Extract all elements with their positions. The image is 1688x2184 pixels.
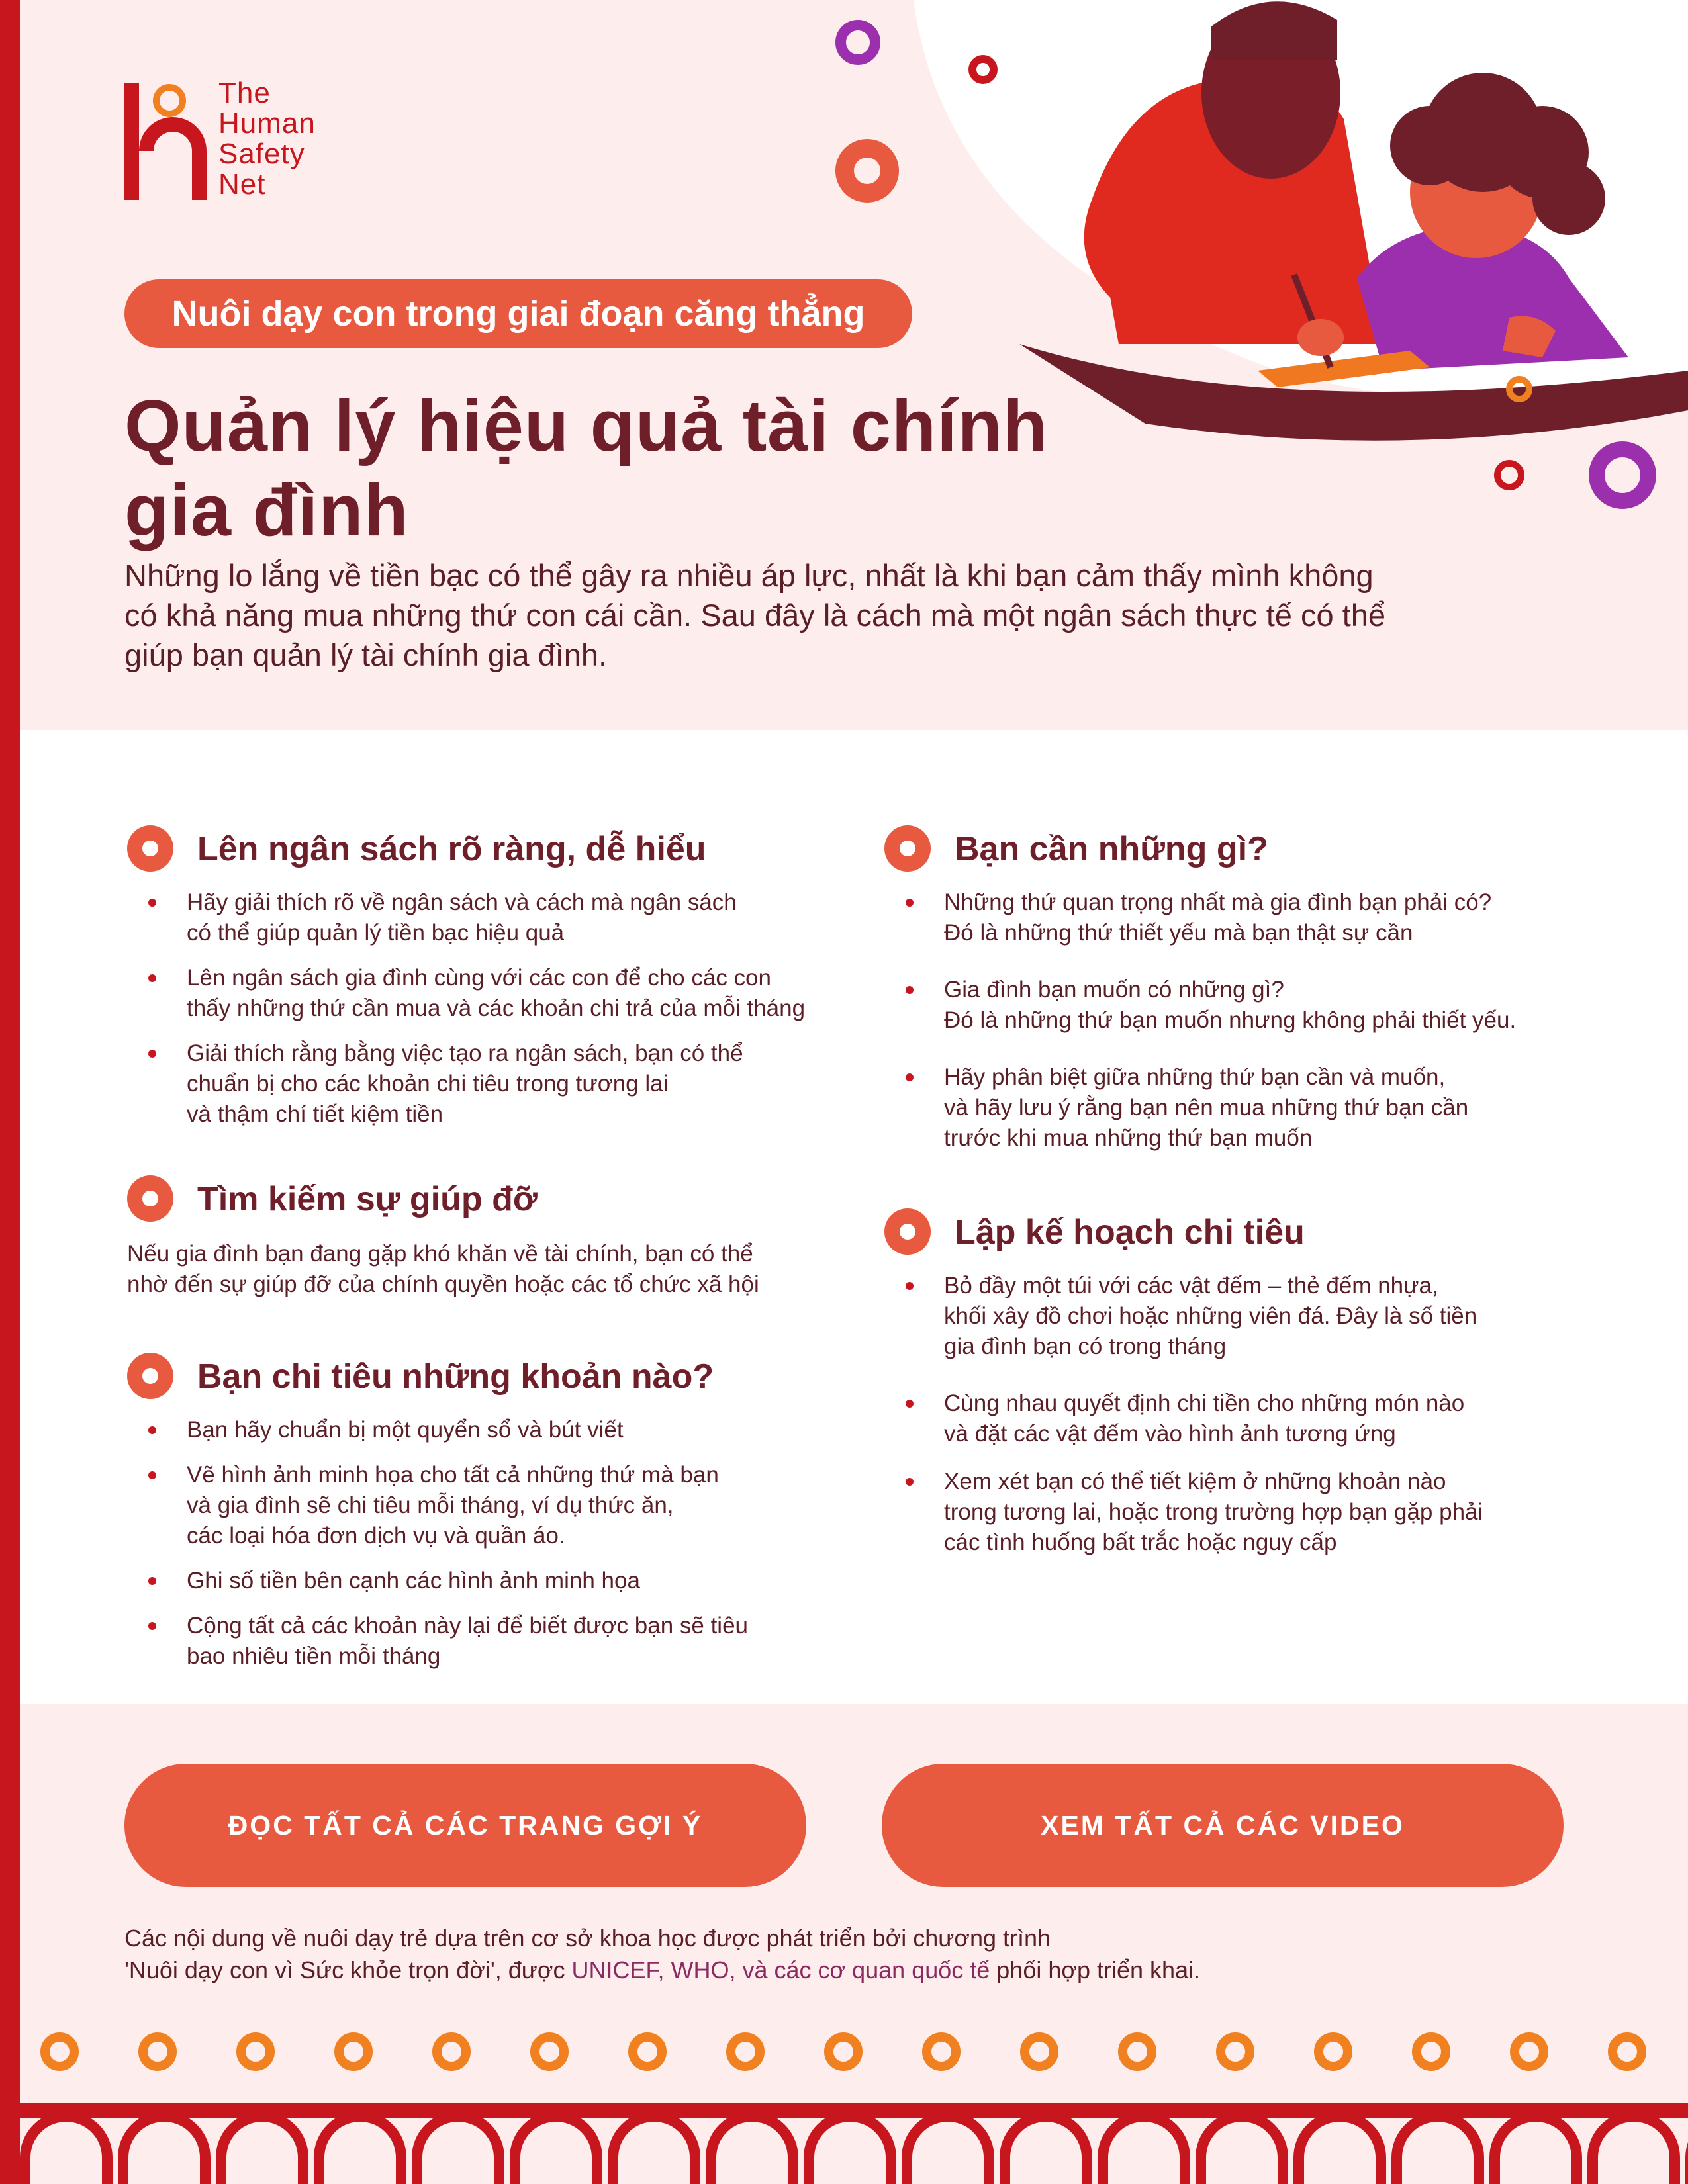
decor-ring [1025,2037,1054,2066]
section-help [127,1175,888,1300]
section-title: Tìm kiếm sự giúp đỡ [197,1180,538,1218]
decor-arch [319,2116,401,2184]
left-accent-bar [0,0,20,2184]
watch-all-videos-button[interactable]: XEM TẤT CẢ CÁC VIDEO [882,1764,1564,1887]
decor-arch [613,2116,695,2184]
list-item: Những thứ quan trọng nhất mà gia đình bạn phải có? Đó là những thứ thiết yếu mà bạn thật sự cần [884,887,1646,948]
bottom-arch-decoration [20,2025,1688,2184]
partners-link[interactable]: UNICEF, WHO, và các cơ quan quốc tế [571,1956,990,1983]
decor-ring [1515,2037,1544,2066]
section-budget [127,825,888,1144]
intro-paragraph [124,556,1501,675]
decor-arch [907,2116,989,2184]
decor-ring [927,2037,956,2066]
credit-line: 'Nuôi dạy con vì Sức khỏe trọn đời', được UNICEF, WHO, và các cơ quan quốc tế phối hợp triển khai. [124,1956,1201,1983]
section-bullet-icon [127,1353,173,1399]
section-title: Bạn chi tiêu những khoản nào? [197,1357,714,1396]
page-title-line: gia đình [124,470,409,551]
decor-arch [1593,2116,1675,2184]
decor-arch [1201,2116,1283,2184]
decor-arch [123,2116,205,2184]
credit-line: Các nội dung về nuôi dạy trẻ dựa trên cơ sở khoa học được phát triển bởi chương trình [124,1925,1051,1952]
decor-arch [809,2116,891,2184]
decor-ring [829,2037,858,2066]
decor-ring-orange [833,136,902,205]
decor-ring [241,2037,270,2066]
decor-ring [1319,2037,1348,2066]
decor-ring [535,2037,564,2066]
brand-name-line: Net [218,168,266,201]
decor-ring [437,2037,466,2066]
decor-ring-red [966,53,1000,86]
credit-text [124,1923,1581,1986]
section-plan [884,1208,1646,1572]
list-item: Ghi số tiền bên cạnh các hình ảnh minh họa [127,1566,888,1596]
list-item: Xem xét bạn có thể tiết kiệm ở những khoản nào trong tương lai, hoặc trong trường hợp bạn gặp phải các tình huống bất trắc hoặc nguy cấp [884,1467,1646,1558]
section-title: Lên ngân sách rõ ràng, dễ hiểu [197,830,706,868]
section-bullet-icon [884,825,931,872]
decor-ring [633,2037,662,2066]
topic-pill: Nuôi dạy con trong giai đoạn căng thẳng [124,279,912,348]
list-item: Hãy phân biệt giữa những thứ bạn cần và muốn, và hãy lưu ý rằng bạn nên mua những thứ bạn cần trước khi mua những thứ bạn muốn [884,1062,1646,1154]
decor-ring [1613,2037,1642,2066]
section-bullet-icon [127,1175,173,1222]
decor-ring [731,2037,760,2066]
decor-arch [1495,2116,1577,2184]
brand-name-line: Safety [218,138,305,170]
brand-name [218,78,316,200]
brand-name-line: The [218,77,271,109]
list-item: Hãy giải thích rõ về ngân sách và cách mà ngân sách có thể giúp quản lý tiền bạc hiệu quả [127,887,888,948]
decor-ring-purple-large [1587,440,1658,510]
list-item: Vẽ hình ảnh minh họa cho tất cả những thứ mà bạn và gia đình sẽ chi tiêu mỗi tháng, ví dụ thức ăn, các loại hóa đơn dịch vụ và quần áo. [127,1460,888,1551]
decor-arch [1103,2116,1185,2184]
decor-arch [515,2116,597,2184]
section-bullet-icon [884,1208,931,1255]
list-item: Gia đình bạn muốn có những gì? Đó là những thứ bạn muốn nhưng không phải thiết yếu. [884,975,1646,1036]
section-bullet-icon [127,825,173,872]
decor-arch [1005,2116,1087,2184]
list-item: Bỏ đầy một túi với các vật đếm – thẻ đếm nhựa, khối xây đồ chơi hoặc những viên đá. Đây là số tiền gia đình bạn có trong tháng [884,1271,1646,1362]
decor-ring-purple [834,19,882,66]
section-spending [127,1353,888,1686]
decor-arch [25,2116,107,2184]
decor-ring [1417,2037,1446,2066]
brand-logo[interactable] [123,78,335,210]
read-all-tips-button[interactable]: ĐỌC TẤT CẢ CÁC TRANG GỢI Ý [124,1764,806,1887]
decor-arch [417,2116,499,2184]
page-title [124,384,1150,553]
decor-arch [221,2116,303,2184]
list-item: Giải thích rằng bằng việc tạo ra ngân sách, bạn có thể chuẩn bị cho các khoản chi tiêu trong tương lai và thậm chí tiết kiệm tiền [127,1038,888,1130]
decor-ring [1123,2037,1152,2066]
section-paragraph: Nếu gia đình bạn đang gặp khó khăn về tài chính, bạn có thể nhờ đến sự giúp đỡ của chính quyền hoặc các tổ chức xã hội [127,1241,759,1297]
decor-arch [1397,2116,1479,2184]
list-item: Cùng nhau quyết định chi tiền cho những món nào và đặt các vật đếm vào hình ảnh tương ứng [884,1388,1646,1449]
section-title: Bạn cần những gì? [955,830,1268,868]
section-needs [884,825,1646,1168]
decor-ring [1221,2037,1250,2066]
list-item: Bạn hãy chuẩn bị một quyển sổ và bút viết [127,1415,888,1445]
page-title-line: Quản lý hiệu quả tài chính [124,385,1049,467]
intro-line: có khả năng mua những thứ con cái cần. Sau đây là cách mà một ngân sách thực tế có thể [124,598,1386,633]
decor-ring [143,2037,172,2066]
decor-ring [45,2037,74,2066]
brand-name-line: Human [218,107,316,140]
decor-arch [1299,2116,1381,2184]
section-title: Lập kế hoạch chi tiêu [955,1213,1305,1251]
intro-line: giúp bạn quản lý tài chính gia đình. [124,637,608,672]
h-letter-logo-icon [123,78,209,204]
list-item: Cộng tất cả các khoản này lại để biết được bạn sẽ tiêu bao nhiêu tiền mỗi tháng [127,1611,888,1672]
intro-line: Những lo lắng về tiền bạc có thể gây ra nhiều áp lực, nhất là khi bạn cảm thấy mình không [124,558,1374,593]
list-item: Lên ngân sách gia đình cùng với các con để cho các con thấy những thứ cần mua và các khoản chi trả của mỗi tháng [127,963,888,1024]
decor-arch [711,2116,793,2184]
decor-ring [339,2037,368,2066]
